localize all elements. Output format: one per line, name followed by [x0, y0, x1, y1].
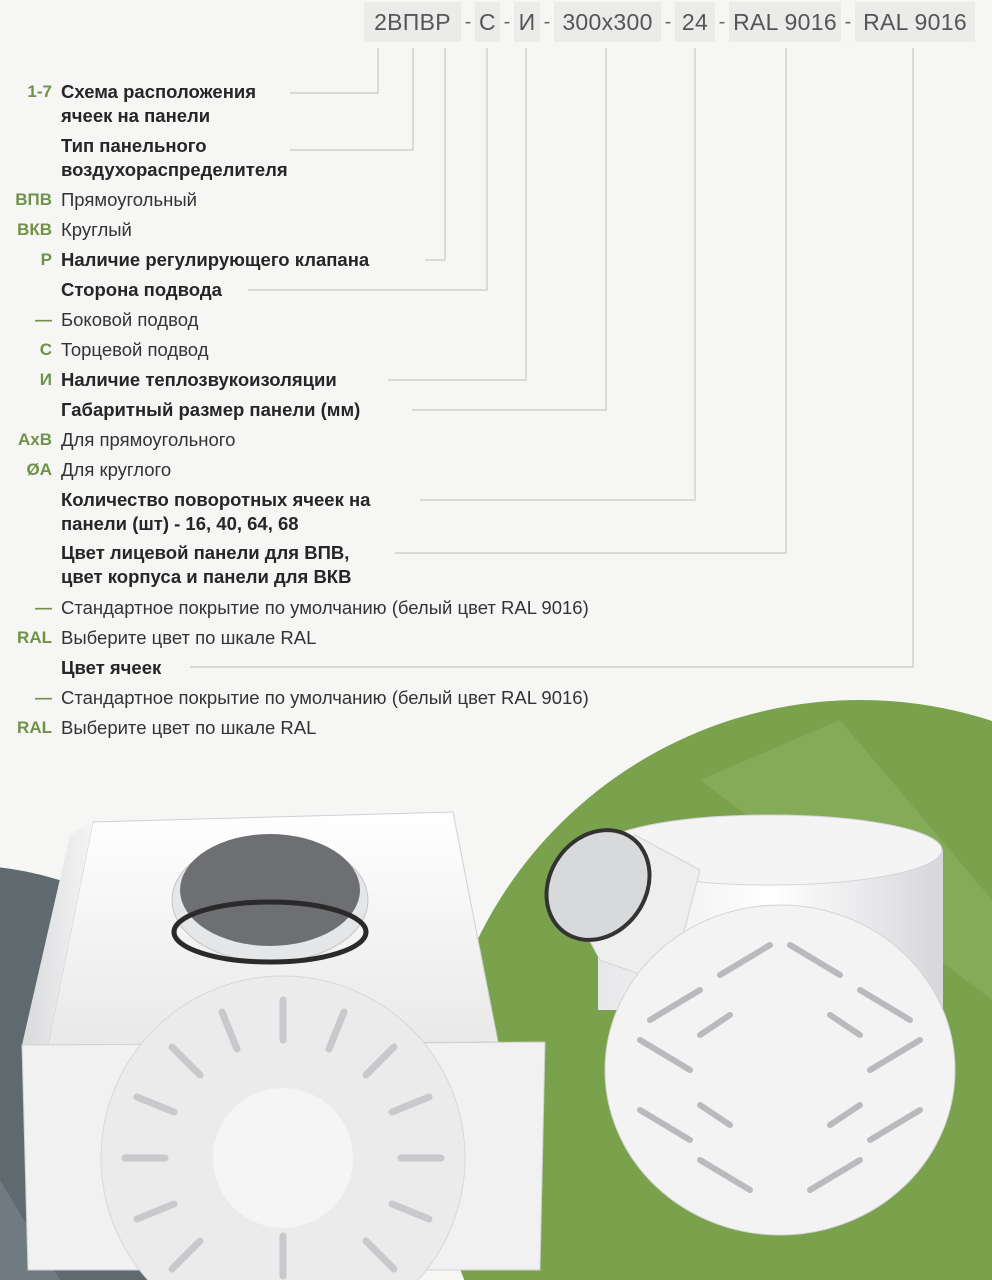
code-separator: - — [664, 11, 672, 33]
legend-label: Количество поворотных ячеек на — [61, 488, 376, 512]
legend-label: Для круглого — [61, 458, 177, 482]
legend-prefix: RAL — [17, 718, 52, 737]
legend-label: Круглый — [61, 218, 138, 242]
legend-label: Торцевой подвод — [61, 338, 215, 362]
legend-label: Сторона подвода — [61, 278, 228, 302]
legend-prefix: ВКВ — [17, 220, 52, 239]
code-separator: - — [464, 11, 472, 33]
legend-label: панели (шт) - 16, 40, 64, 68 — [61, 512, 305, 536]
legend-label: Тип панельного — [61, 134, 213, 158]
legend-label: Габаритный размер панели (мм) — [61, 398, 366, 422]
legend-prefix: ØA — [26, 460, 52, 479]
legend-prefix: И — [39, 370, 52, 389]
code-segment-size: 300x300 — [554, 2, 661, 42]
legend-label: воздухораспределителя — [61, 158, 294, 182]
code-separator: - — [543, 11, 551, 33]
legend-label: Выберите цвет по шкале RAL — [61, 716, 322, 740]
swirl-center — [213, 1088, 353, 1228]
legend-label: Цвет лицевой панели для ВПВ, — [61, 541, 355, 565]
legend-label: Наличие теплозвукоизоляции — [61, 368, 343, 392]
legend-prefix: Р — [40, 250, 52, 269]
code-segment-side: С — [475, 2, 500, 42]
model-code — [0, 2, 992, 42]
code-separator: - — [844, 11, 852, 33]
legend-prefix: 1-7 — [27, 82, 52, 101]
code-separator: - — [503, 11, 511, 33]
code-segment-type: 2ВПВР — [364, 2, 461, 42]
legend-label: Выберите цвет по шкале RAL — [61, 626, 322, 650]
legend-label: Схема расположения — [61, 80, 262, 104]
code-separator: - — [718, 11, 726, 33]
legend-label: Цвет ячеек — [61, 656, 167, 680]
legend-label: Для прямоугольного — [61, 428, 241, 452]
legend-label: Наличие регулирующего клапана — [61, 248, 375, 272]
legend-prefix: ВПВ — [15, 190, 52, 209]
square-diffuser-photo — [22, 812, 545, 1280]
product-photos — [0, 780, 992, 1280]
legend-prefix: — — [35, 688, 52, 707]
legend-label: Стандартное покрытие по умолчанию (белый цвет RAL 9016) — [61, 686, 595, 710]
legend-prefix: С — [39, 340, 52, 359]
legend-label: цвет корпуса и панели для ВКВ — [61, 565, 357, 589]
code-segment-panel-color: RAL 9016 — [729, 2, 841, 42]
legend-label: Прямоугольный — [61, 188, 203, 212]
round-face — [605, 905, 955, 1235]
legend-prefix: RAL — [17, 628, 52, 647]
code-segment-cell-color: RAL 9016 — [855, 2, 975, 42]
collar-inner — [180, 834, 360, 946]
round-diffuser-photo — [525, 810, 955, 1235]
legend-label: Стандартное покрытие по умолчанию (белый цвет RAL 9016) — [61, 596, 595, 620]
legend-label: Боковой подвод — [61, 308, 204, 332]
legend-prefix: AxB — [17, 430, 52, 449]
legend-prefix: — — [35, 310, 52, 329]
legend-prefix: — — [35, 598, 52, 617]
code-segment-insulation: И — [514, 2, 540, 42]
legend-label: ячеек на панели — [61, 104, 216, 128]
code-segment-cells: 24 — [675, 2, 715, 42]
